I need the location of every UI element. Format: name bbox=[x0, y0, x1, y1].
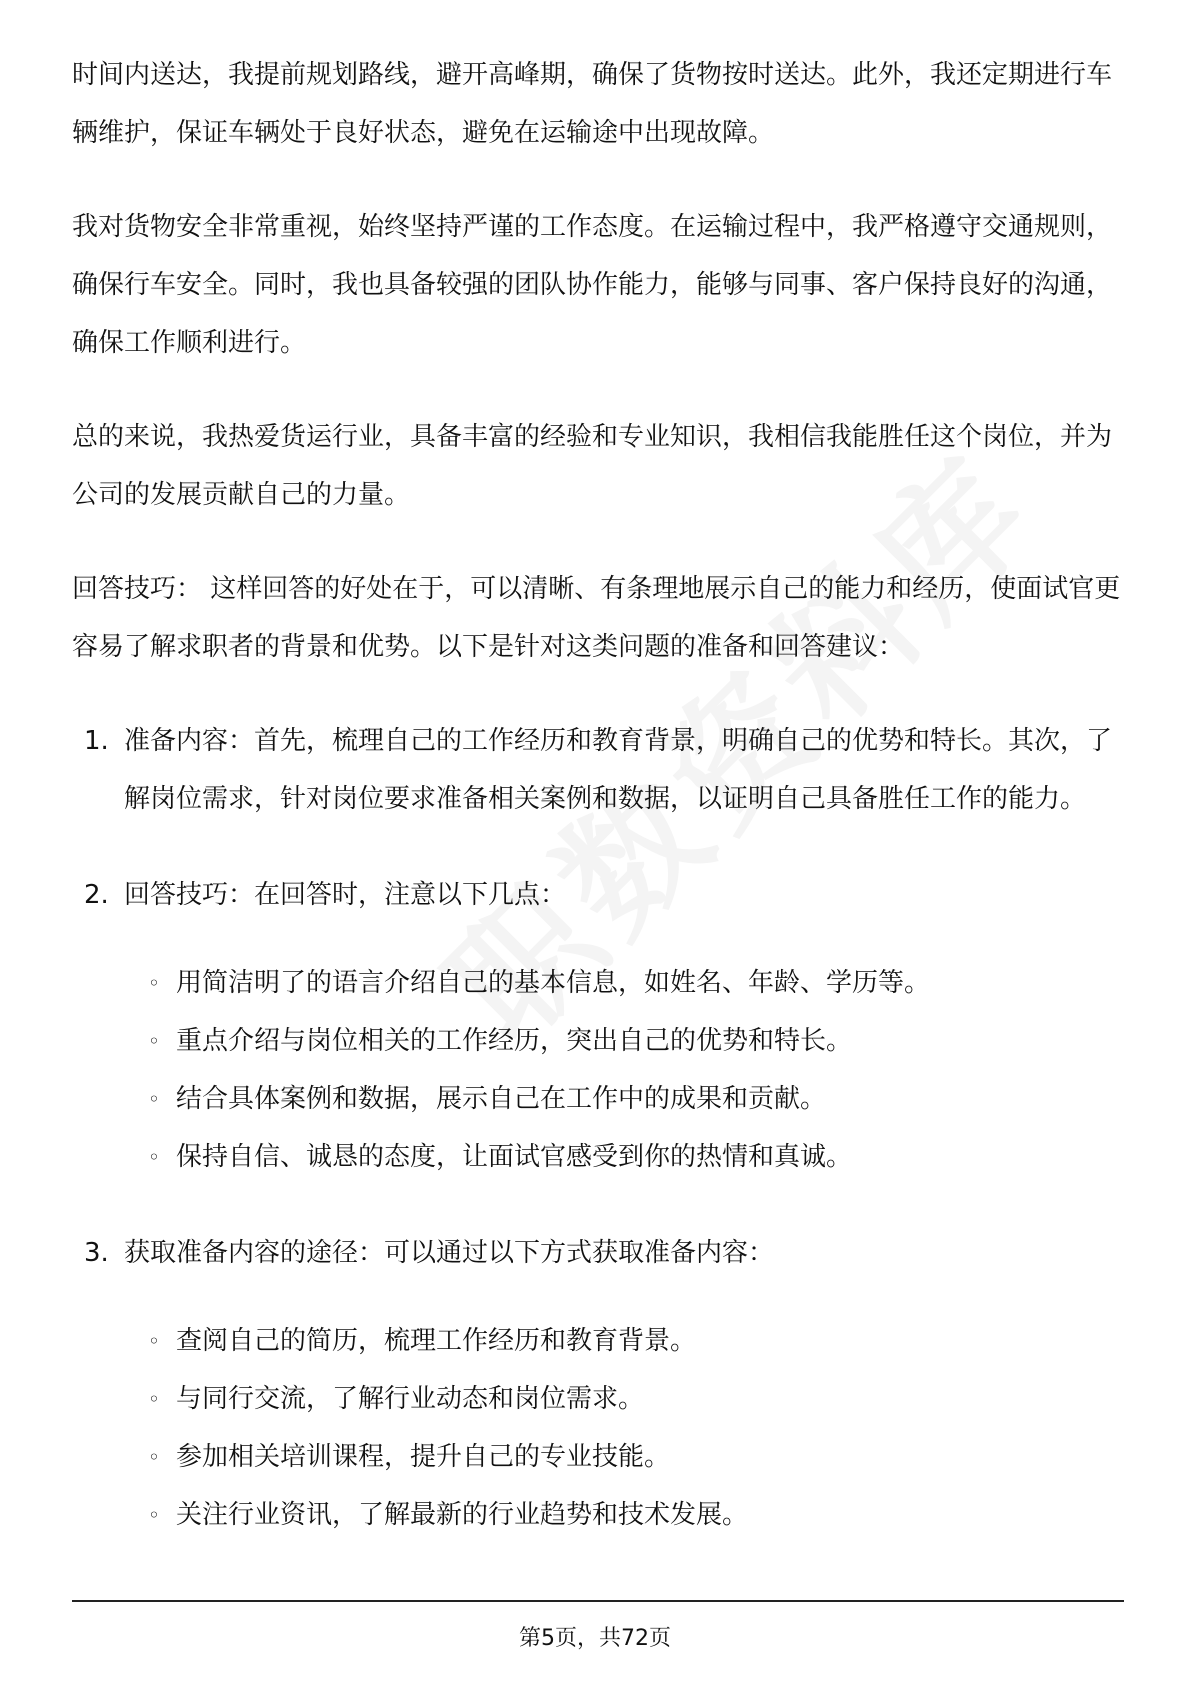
bullet-item bbox=[124, 1070, 1122, 1128]
bullet-item bbox=[124, 1486, 1122, 1544]
page-number: 第5页，共72页 bbox=[519, 1626, 671, 1651]
bullet-item bbox=[124, 1128, 1122, 1186]
bullet-icon: ◦ bbox=[148, 1445, 160, 1469]
list-item-3 bbox=[72, 1224, 1122, 1544]
bullet-list bbox=[124, 1312, 1122, 1544]
list-number: 2. bbox=[84, 880, 109, 910]
list-item-2 bbox=[72, 866, 1122, 1186]
bullet-icon: ◦ bbox=[148, 1387, 160, 1411]
bullet-text: 参加相关培训课程，提升自己的专业技能。 bbox=[176, 1442, 671, 1472]
bullet-item bbox=[124, 1312, 1122, 1370]
bullet-text: 关注行业资讯，了解最新的行业趋势和技术发展。 bbox=[176, 1500, 749, 1530]
bullet-icon: ◦ bbox=[148, 1029, 160, 1053]
list-item-text: 准备内容：首先，梳理自己的工作经历和教育背景，明确自己的优势和特长。其次，了解岗位需求，针对岗位要求准备相关案例和数据，以证明自己具备胜任工作的能力。 bbox=[124, 726, 1113, 814]
bullet-text: 重点介绍与岗位相关的工作经历，突出自己的优势和特长。 bbox=[176, 1026, 853, 1056]
footer-divider bbox=[72, 1600, 1124, 1602]
ordered-list bbox=[72, 712, 1122, 1544]
bullet-item bbox=[124, 954, 1122, 1012]
bullet-list bbox=[124, 954, 1122, 1186]
bullet-text: 保持自信、诚恳的态度，让面试官感受到你的热情和真诚。 bbox=[176, 1142, 853, 1172]
bullet-icon: ◦ bbox=[148, 1329, 160, 1353]
paragraph-1: 时间内送达，我提前规划路线，避开高峰期，确保了货物按时送达。此外，我还定期进行车辆维护，保证车辆处于良好状态，避免在运输途中出现故障。 bbox=[72, 60, 1113, 148]
list-item-text: 回答技巧：在回答时，注意以下几点： bbox=[124, 880, 567, 910]
bullet-text: 与同行交流，了解行业动态和岗位需求。 bbox=[176, 1384, 645, 1414]
list-number: 1. bbox=[84, 726, 109, 756]
list-item-text: 获取准备内容的途径：可以通过以下方式获取准备内容： bbox=[124, 1238, 775, 1268]
bullet-text: 结合具体案例和数据，展示自己在工作中的成果和贡献。 bbox=[176, 1084, 827, 1114]
bullet-icon: ◦ bbox=[148, 1145, 160, 1169]
bullet-item bbox=[124, 1428, 1122, 1486]
list-number: 3. bbox=[84, 1238, 109, 1268]
bullet-icon: ◦ bbox=[148, 1087, 160, 1111]
paragraph-2: 我对货物安全非常重视，始终坚持严谨的工作态度。在运输过程中，我严格遵守交通规则，确保行车安全。同时，我也具备较强的团队协作能力，能够与同事、客户保持良好的沟通，确保工作顺利进行。 bbox=[72, 212, 1113, 358]
list-item-1 bbox=[72, 712, 1122, 828]
bullet-item bbox=[124, 1370, 1122, 1428]
page-content bbox=[72, 46, 1122, 1582]
bullet-icon: ◦ bbox=[148, 971, 160, 995]
bullet-text: 用简洁明了的语言介绍自己的基本信息，如姓名、年龄、学历等。 bbox=[176, 968, 931, 998]
paragraph-4: 回答技巧： 这样回答的好处在于，可以清晰、有条理地展示自己的能力和经历，使面试官更容易了解求职者的背景和优势。以下是针对这类问题的准备和回答建议： bbox=[72, 574, 1121, 662]
bullet-icon: ◦ bbox=[148, 1503, 160, 1527]
bullet-item bbox=[124, 1012, 1122, 1070]
paragraph-3: 总的来说，我热爱货运行业，具备丰富的经验和专业知识，我相信我能胜任这个岗位，并为公司的发展贡献自己的力量。 bbox=[72, 422, 1113, 510]
bullet-text: 查阅自己的简历，梳理工作经历和教育背景。 bbox=[176, 1326, 697, 1356]
